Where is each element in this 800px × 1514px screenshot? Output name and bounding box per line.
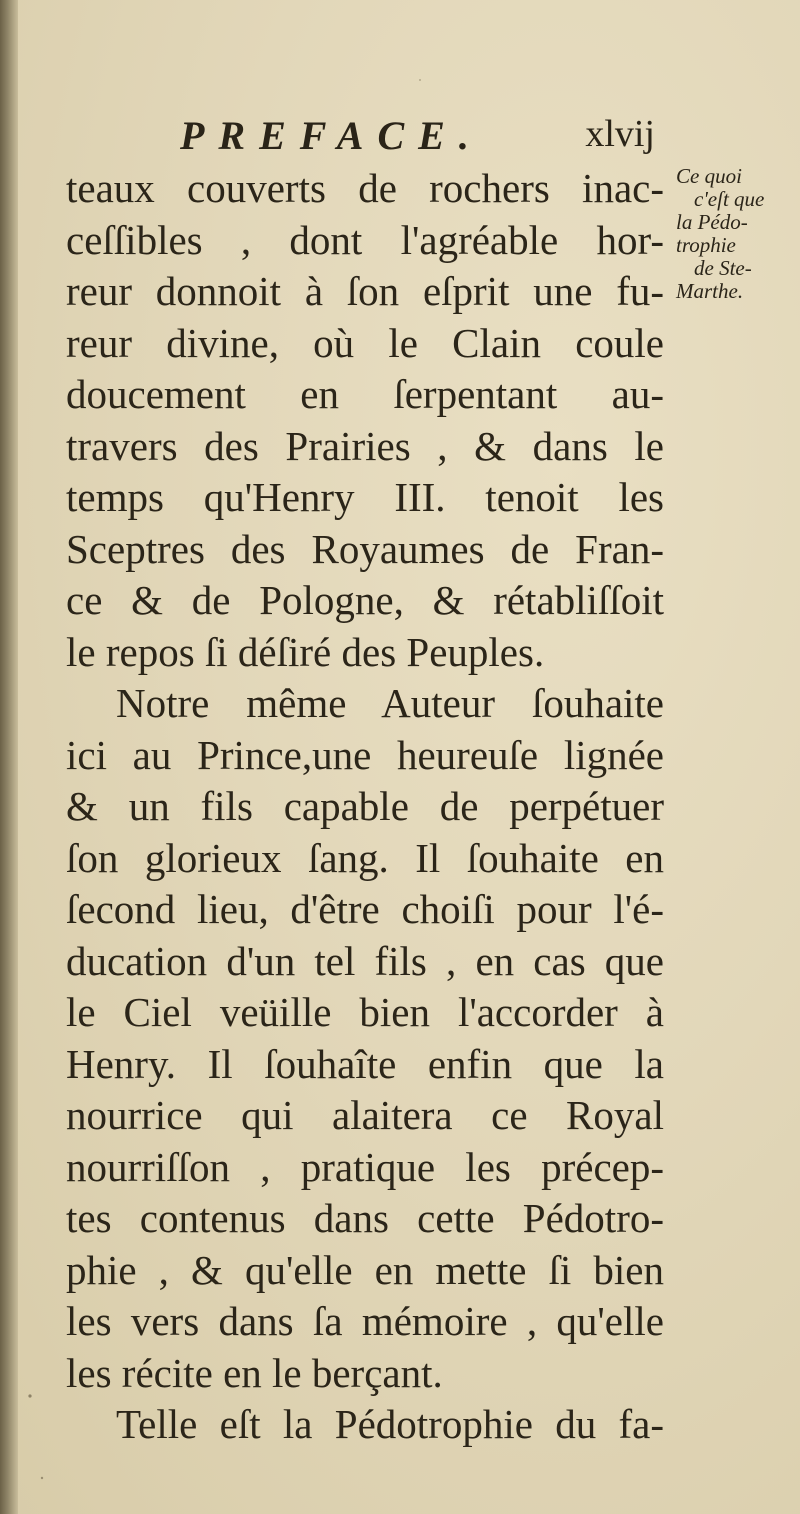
text-line: nourriſſon , pratique les précep- (66, 1143, 664, 1190)
text-line: Telle eſt la Pédotrophie du fa- (116, 1401, 664, 1447)
text-line: ſon glorieux ſang. Il ſouhaite en (66, 834, 664, 881)
marginal-note-line: Ce quoi (676, 164, 742, 188)
text-line: phie , & qu'elle en mette ſi bien (66, 1246, 664, 1293)
text-line: reur donnoit à ſon eſprit une fu- (66, 268, 664, 314)
text-line: reur divine, où le Clain coule (66, 319, 664, 366)
page-number: xlvij (585, 113, 655, 155)
text-line: nourrice qui alaitera ce Royal (66, 1092, 664, 1138)
text-line: le Ciel veüille bien l'accorder à (66, 989, 664, 1035)
text-line: Sceptres des Royaumes de Fran- (66, 525, 664, 572)
text-line: ſecond lieu, d'être choiſi pour l'é- (66, 886, 664, 932)
text-line: les récite en le berçant. (66, 1349, 443, 1396)
text-line: les vers dans ſa mémoire , qu'elle (66, 1298, 664, 1344)
running-title: PREFACE. (180, 113, 483, 158)
marginal-note-line: trophie (676, 233, 736, 257)
marginal-note-line: la Pédo- (676, 210, 748, 234)
text-line: ceſſibles , dont l'agréable hor- (66, 216, 664, 263)
marginal-note-line: Marthe. (676, 279, 744, 303)
text-line: Henry. Il ſouhaîte enfin que la (66, 1040, 664, 1087)
text-line: temps qu'Henry III. tenoit les (66, 474, 664, 520)
marginal-note (672, 165, 797, 303)
page-gutter (0, 0, 18, 1514)
text-line: ici au Prince,une heureuſe lignée (66, 731, 664, 778)
marginal-note-line: de Ste- (694, 256, 752, 280)
text-line: ducation d'un tel fils , en cas que (66, 937, 664, 984)
text-line: teaux couverts de rochers inac- (66, 165, 664, 211)
text-line: travers des Prairies , & dans le (66, 422, 664, 469)
body-text (66, 163, 664, 1451)
marginal-note-line: c'eſt que (694, 187, 765, 211)
text-line: doucement en ſerpentant au- (66, 371, 664, 417)
text-line: le repos ſi déſiré des Peuples. (66, 628, 545, 675)
text-line: Notre même Auteur ſouhaite (116, 680, 664, 726)
page-header (180, 112, 655, 162)
text-line: tes contenus dans cette Pédotro- (66, 1195, 664, 1241)
text-line: & un fils capable de perpétuer (66, 783, 664, 829)
text-line: ce & de Pologne, & rétabliſſoit (66, 577, 664, 623)
